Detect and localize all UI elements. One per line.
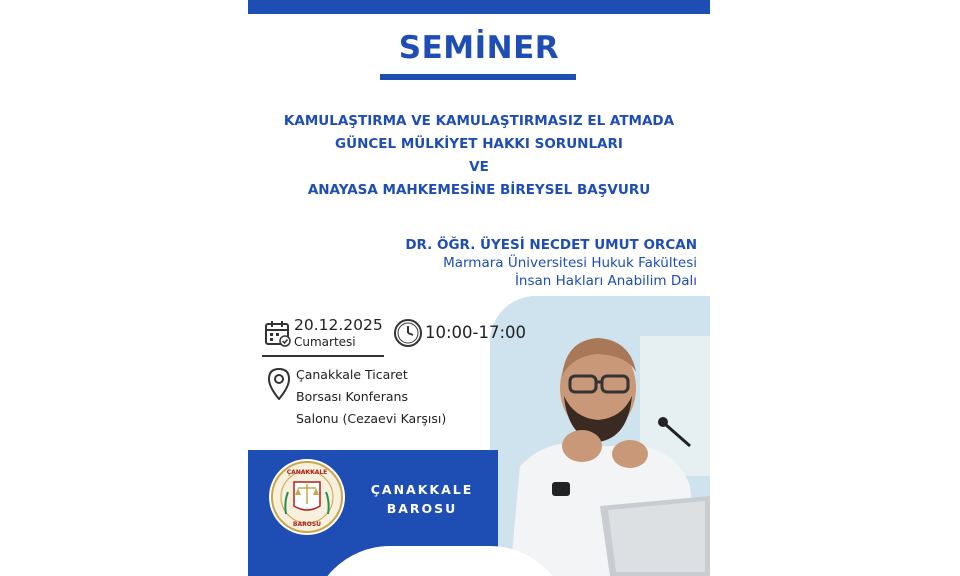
organizer-name: ÇANAKKALE: [370, 482, 474, 497]
calendar-icon: [264, 320, 292, 348]
organizer-name: BAROSU: [386, 501, 458, 516]
event-time: 10:00-17:00: [425, 323, 527, 342]
speaker-affiliation: Marmara Üniversitesi Hukuk Fakültesi: [443, 255, 697, 271]
logo-text-top: ÇANAKKALE: [286, 469, 328, 476]
seminar-poster: [248, 0, 710, 576]
clock-icon: [393, 318, 423, 348]
venue-line: Salonu (Cezaevi Karşısı): [296, 411, 447, 426]
logo-text-bottom: BAROSU: [292, 521, 322, 528]
event-date: 20.12.2025: [294, 316, 383, 334]
top-blue-bar: [248, 0, 710, 14]
topic-line: KAMULAŞTIRMA VE KAMULAŞTIRMASIZ EL ATMADA: [283, 113, 675, 129]
date-divider: [262, 355, 384, 357]
topic-line: ANAYASA MAHKEMESİNE BİREYSEL BAŞVURU: [307, 182, 651, 198]
poster-title: SEMİNER: [398, 30, 560, 66]
speaker-affiliation: İnsan Hakları Anabilim Dalı: [514, 273, 697, 289]
location-pin-icon: [268, 368, 290, 400]
event-day: Cumartesi: [294, 335, 356, 349]
topic-line: VE: [469, 159, 489, 175]
bar-association-logo: [268, 458, 346, 536]
topic-line: GÜNCEL MÜLKİYET HAKKI SORUNLARI: [335, 136, 623, 152]
venue-line: Borsası Konferans: [296, 389, 408, 404]
title-underline: [380, 74, 576, 80]
venue-line: Çanakkale Ticaret: [296, 367, 408, 382]
speaker-name: DR. ÖĞR. ÜYESİ NECDET UMUT ORCAN: [405, 237, 697, 253]
